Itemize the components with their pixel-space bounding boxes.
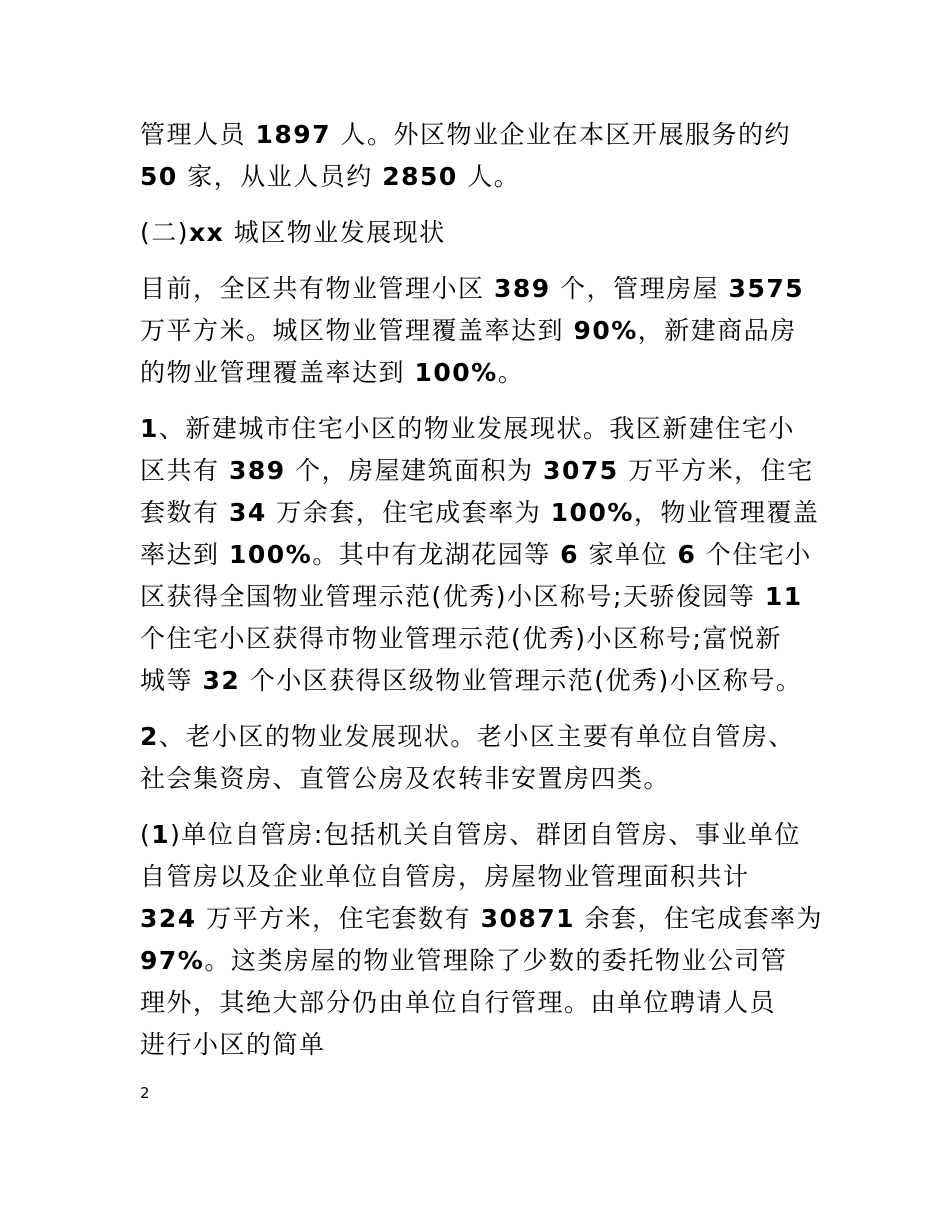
text-segment: 自管房以及企业单位自管房，房屋物业管理面积共计 bbox=[140, 862, 750, 891]
text-line bbox=[140, 576, 820, 618]
text-line bbox=[140, 156, 820, 198]
text-segment: 万平方米，住宅 bbox=[618, 456, 814, 485]
text-line bbox=[140, 898, 824, 940]
text-segment: ，物业管理覆盖 bbox=[633, 498, 820, 527]
text-line bbox=[140, 940, 820, 982]
bold-number: 90% bbox=[573, 316, 638, 345]
bold-number: 32 bbox=[202, 666, 241, 695]
bold-number: 3075 bbox=[543, 456, 619, 485]
text-line bbox=[140, 450, 820, 492]
text-segment: 万平方米。城区物业管理覆盖率达到 bbox=[140, 316, 574, 345]
bold-number: xx bbox=[189, 218, 225, 247]
text-segment: 区获得全国物业管理示范(优秀)小区称号;天骄俊园等 bbox=[140, 582, 765, 611]
text-line bbox=[140, 268, 820, 310]
bold-number: 34 bbox=[228, 498, 267, 527]
text-line bbox=[140, 352, 820, 394]
text-segment: 。 bbox=[497, 358, 525, 387]
text-segment: 余套，住宅成套率为 bbox=[575, 904, 824, 933]
paragraph bbox=[140, 716, 820, 800]
text-line bbox=[140, 660, 820, 702]
text-segment: 人。 bbox=[457, 162, 521, 191]
paragraph bbox=[140, 212, 820, 254]
text-segment: (二) bbox=[140, 218, 190, 247]
paragraph bbox=[140, 408, 820, 702]
text-line bbox=[140, 114, 820, 156]
text-line bbox=[140, 492, 820, 534]
page-number: 2 bbox=[140, 1084, 150, 1102]
text-segment: 、新建城市住宅小区的物业发展现状。我区新建住宅小 bbox=[158, 414, 795, 443]
bold-number: 389 bbox=[228, 456, 286, 485]
bold-number: 1897 bbox=[255, 120, 332, 149]
text-segment: 人。外区物业企业在本区开展服务的约 bbox=[331, 120, 791, 149]
text-segment: 目前，全区共有物业管理小区 bbox=[140, 274, 494, 303]
text-segment: 社会集资房、直管公房及农转非安置房四类。 bbox=[140, 764, 671, 793]
bold-number: 6 bbox=[677, 540, 697, 569]
text-segment: 家单位 bbox=[579, 540, 678, 569]
paragraph bbox=[140, 114, 820, 198]
text-segment: 万平方米，住宅套数有 bbox=[196, 904, 481, 933]
text-segment: 进行小区的简单 bbox=[140, 1030, 326, 1059]
text-segment: 个，房屋建筑面积为 bbox=[285, 456, 544, 485]
text-segment: 理外，其绝大部分仍由单位自行管理。由单位聘请人员 bbox=[140, 988, 777, 1017]
text-line bbox=[140, 408, 820, 450]
text-line bbox=[140, 982, 820, 1024]
text-line bbox=[140, 1024, 820, 1066]
text-segment: 个住宅小区获得市物业管理示范(优秀)小区称号;富悦新 bbox=[140, 624, 782, 653]
bold-number: 100% bbox=[414, 358, 498, 387]
bold-number: 50 bbox=[140, 162, 178, 191]
text-segment: 城区物业发展现状 bbox=[224, 218, 446, 247]
text-line bbox=[140, 814, 820, 856]
bold-number: 3575 bbox=[728, 274, 805, 303]
text-line bbox=[140, 758, 820, 800]
text-line bbox=[140, 716, 820, 758]
text-segment: 。其中有龙湖花园等 bbox=[312, 540, 561, 569]
document-body bbox=[140, 114, 824, 1080]
text-segment: 个小区获得区级物业管理示范(优秀)小区称号。 bbox=[240, 666, 803, 695]
text-segment: 城等 bbox=[140, 666, 203, 695]
bold-number: 97% bbox=[140, 946, 205, 975]
bold-number: 6 bbox=[560, 540, 580, 569]
bold-number: 100% bbox=[228, 540, 313, 569]
text-segment: )单位自管房:包括机关自管房、群团自管房、事业单位 bbox=[170, 820, 801, 849]
bold-number: 1 bbox=[151, 820, 171, 849]
text-line bbox=[140, 310, 820, 352]
text-segment: 、老小区的物业发展现状。老小区主要有单位自管房、 bbox=[158, 722, 795, 751]
text-line bbox=[140, 534, 820, 576]
text-line bbox=[140, 618, 820, 660]
bold-number: 30871 bbox=[480, 904, 576, 933]
bold-number: 324 bbox=[140, 904, 197, 933]
text-segment: 的物业管理覆盖率达到 bbox=[140, 358, 415, 387]
bold-number: 2 bbox=[140, 722, 159, 751]
text-segment: 个住宅小 bbox=[696, 540, 812, 569]
text-segment: 率达到 bbox=[140, 540, 229, 569]
text-segment: 万余套，住宅成套率为 bbox=[266, 498, 551, 527]
text-segment: 个，管理房屋 bbox=[550, 274, 729, 303]
text-line bbox=[140, 856, 820, 898]
bold-number: 389 bbox=[493, 274, 551, 303]
bold-number: 1 bbox=[140, 414, 159, 443]
bold-number: 2850 bbox=[382, 162, 458, 191]
text-segment: 套数有 bbox=[140, 498, 229, 527]
text-segment: ( bbox=[140, 820, 152, 849]
text-segment: ，新建商品房 bbox=[637, 316, 797, 345]
text-segment: 家，从业人员约 bbox=[177, 162, 383, 191]
bold-number: 11 bbox=[764, 582, 803, 611]
bold-number: 100% bbox=[550, 498, 634, 527]
text-segment: 区共有 bbox=[140, 456, 229, 485]
text-line bbox=[140, 212, 820, 254]
text-segment: 管理人员 bbox=[140, 120, 256, 149]
paragraph bbox=[140, 268, 820, 394]
text-segment: 。这类房屋的物业管理除了少数的委托物业公司管 bbox=[204, 946, 788, 975]
paragraph bbox=[140, 814, 824, 1066]
